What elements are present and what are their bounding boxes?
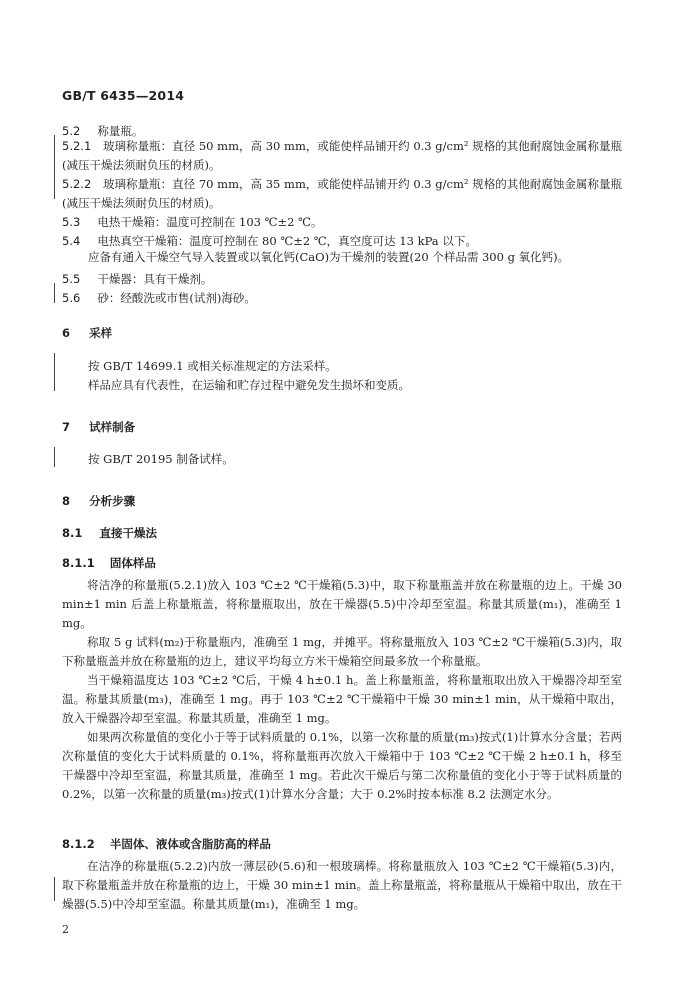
section-8-1-heading [62,522,157,541]
clause-text: 电热干燥箱：温度可控制在 103 ℃±2 ℃。 [97,215,323,229]
section-8-1-2-paragraph-1: 在洁净的称量瓶(5.2.2)内放一薄层砂(5.6)和一根玻璃棒。将称量瓶放入 103 ℃±2 ℃干燥箱(5.3)内，取下称量瓶盖并放在称量瓶的边上，干燥 30 min±1 min。盖上称量瓶盖，将称量瓶从干燥箱中取出，放在干燥器(5.5)中冷却至室温。称量其质量(m₁)，准确至 1 mg。 [62,859,622,911]
section-title: 固体样品 [109,556,156,570]
section-6-paragraph-1: 按 GB/T 14699.1 或相关标准规定的方法采样。 [88,359,337,373]
section-title: 直接干燥法 [99,526,157,540]
section-title: 分析步骤 [89,494,136,508]
section-8-1-1-paragraph-1: 将洁净的称量瓶(5.2.1)放入 103 ℃±2 ℃干燥箱(5.3)中，取下称量瓶盖并放在称量瓶的边上。干燥 30 min±1 min 后盖上称量瓶盖，将称量瓶取出，放在干燥器(5.5)中冷却至室温。称量其质量(m₁)，准确至 1 mg。 [62,578,622,630]
section-number: 8.1.2 [62,837,95,851]
clause-number: 5.4 [62,234,81,248]
section-title: 半固体、液体或含脂肪高的样品 [109,837,271,851]
section-title: 试样制备 [89,420,136,434]
clause-text: 玻璃称量瓶：直径 70 mm，高 35 mm，或能使样品铺开约 0.3 g/cm² 规格的其他耐腐蚀金属称量瓶(减压干燥法须耐负压的材质)。 [62,177,623,210]
section-number: 8.1 [62,526,83,540]
section-number: 8 [62,494,71,508]
section-8-1-1-paragraph-3: 当干燥箱温度达 103 ℃±2 ℃后，干燥 4 h±0.1 h。盖上称量瓶盖，将称量瓶取出放入干燥器冷却至室温。称量其质量(m₃)，准确至 1 mg。再于 103 ℃±2 ℃干燥箱中干燥 30 min±1 min，从干燥箱中取出，放入干燥器冷却至室温。称量其质量，准确至 1 mg。 [62,673,622,725]
clause-5-2-1 [62,137,622,175]
section-8-heading [62,490,135,509]
section-7-paragraph: 按 GB/T 20195 制备试样。 [88,452,234,466]
clause-number: 5.5 [62,272,81,286]
section-6-heading [62,322,112,341]
change-bar [54,283,55,303]
section-number: 6 [62,326,71,340]
clause-text: 干燥器：具有干燥剂。 [97,272,213,286]
clause-5-5 [62,268,212,287]
clause-5-2-2 [62,175,622,213]
change-bar [54,353,55,391]
section-6-paragraph-2: 样品应具有代表性，在运输和贮存过程中避免发生损坏和变质。 [88,378,410,392]
clause-number: 5.3 [62,215,81,229]
clause-number: 5.6 [62,291,81,305]
change-bar [54,877,55,901]
standard-code: GB/T 6435—2014 [62,88,185,103]
clause-number: 5.2 [62,124,81,138]
clause-text: 玻璃称量瓶：直径 50 mm，高 30 mm，或能使样品铺开约 0.3 g/cm² 规格的其他耐腐蚀金属称量瓶(减压干燥法须耐负压的材质)。 [62,139,623,172]
section-8-1-1-paragraph-4: 如果两次称量值的变化小于等于试料质量的 0.1%，以第一次称量的质量(m₃)按式(1)计算水分含量；若两次称量值的变化大于试料质量的 0.1%，将称量瓶再次放入干燥箱中于 103 ℃±2 ℃干燥 2 h±0.1 h，移至干燥器中冷却至室温，称量其质量，准确至 1 mg。若此次干燥后与第二次称量值的变化小于等于试料质量的 0.2%，以第一次称量的质量(m₃)按式(1)计算水分含量；大于 0.2%时按本标准 8.2 法测定水分。 [62,730,622,801]
section-8-1-1-paragraph-2: 称取 5 g 试料(m₂)于称量瓶内，准确至 1 mg，并摊平。将称量瓶放入 103 ℃±2 ℃干燥箱(5.3)内，取下称量瓶盖并放在称量瓶的边上，建议平均每立方米干燥箱空间最多放一个称量瓶。 [62,635,622,668]
clause-number: 5.2.1 [62,139,92,153]
section-number: 8.1.1 [62,556,95,570]
section-number: 7 [62,420,71,434]
clause-5-3 [62,211,323,230]
section-7-heading [62,416,135,435]
section-8-1-1-heading [62,552,156,571]
change-bar [54,135,55,199]
clause-number: 5.2.2 [62,177,92,191]
clause-text: 砂：经酸洗或市售(试剂)海砂。 [97,291,256,305]
clause-text: 电热真空干燥箱：温度可控制在 80 ℃±2 ℃，真空度可达 13 kPa 以下。 [97,234,477,248]
page-number: 2 [62,923,69,936]
clause-5-4 [62,230,477,249]
change-bar [54,447,55,467]
clause-5-4-note: 应备有通入干燥空气导入装置或以氧化钙(CaO)为干燥剂的装置(20 个样品需 300 g 氧化钙)。 [88,250,570,264]
clause-title: 称量瓶。 [97,124,144,138]
clause-5-6 [62,287,256,306]
section-title: 采样 [89,326,113,340]
section-8-1-2-heading [62,833,271,852]
